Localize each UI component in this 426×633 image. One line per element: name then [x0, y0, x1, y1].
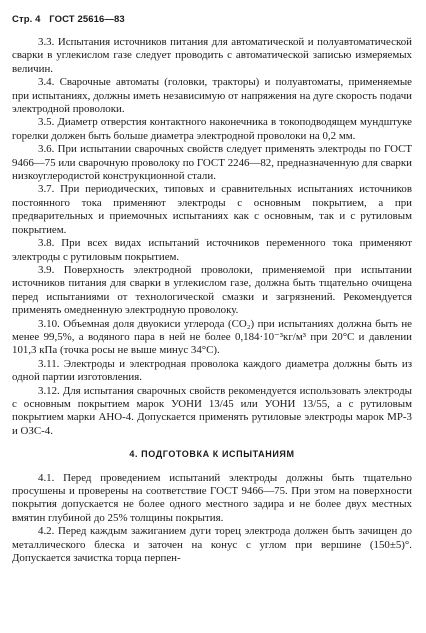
page-number: Стр. 4 — [12, 14, 41, 25]
paragraph-3-7: 3.7. При периодических, типовых и сравнительных испытаниях источников постоянного тока применяют электроды с основным покрытием, а при предварительных и приемочных испытаниях как с основным, так и с рутиловым покрытием. — [12, 183, 412, 236]
section-4-heading: 4. ПОДГОТОВКА К ИСПЫТАНИЯМ — [129, 449, 295, 460]
paragraph-4-1: 4.1. Перед проведением испытаний электроды должны быть тщательно просушены и проверены на соответствие ГОСТ 9466—75. При этом на поверхности покрытия допускается не более одного местного задира и не более двух местных вмятин глубиной до 25% толщины покрытия. — [12, 471, 412, 524]
paragraph-3-10: 3.10. Объемная доля двуокиси углерода (CO₂) при испытаниях должна быть не менее 99,5%, а водяного пара в ней не более 0,184·10⁻³кг/м³ при 20°C и давлении 101,3 кПа (точка росы не выше минус 34°C). — [12, 317, 412, 357]
paragraph-3-6: 3.6. При испытании сварочных свойств следует применять электроды по ГОСТ 9466—75 или сварочную проволоку по ГОСТ 2246—82, предназначенную для сварки низкоуглеродистой конструкционной стали. — [12, 143, 412, 183]
paragraph-3-4: 3.4. Сварочные автоматы (головки, тракторы) и полуавтоматы, применяемые при испытаниях, должны иметь независимую от напряжения на дуге скорость подачи электродной проволоки. — [12, 76, 412, 116]
page-header — [12, 14, 131, 25]
standard-code: ГОСТ 25616—83 — [49, 14, 125, 25]
paragraph-3-11: 3.11. Электроды и электродная проволока каждого диаметра должны быть из одной партии изготовления. — [12, 357, 412, 384]
document-body — [12, 36, 412, 565]
paragraph-3-8: 3.8. При всех видах испытаний источников переменного тока применяют электроды с рутиловым покрытием. — [12, 237, 412, 263]
paragraph-3-12: 3.12. Для испытания сварочных свойств рекомендуется использовать электроды с основным покрытием марок УОНИ 13/45 или УОНИ 13/55, а с рутиловым покрытием марки АНО-4. Допускается применять рутиловые электроды марок МР-3 и ОЗС-4. — [12, 384, 412, 437]
paragraph-3-5: 3.5. Диаметр отверстия контактного наконечника в токоподводящем мундштуке горелки должен быть больше диаметра электродной проволоки на 0,2 мм. — [12, 116, 412, 142]
paragraph-3-9: 3.9. Поверхность электродной проволоки, применяемой при испытании источников питания для сварки в углекислом газе, должна быть тщательно очищена перед испытаниями от технологической смазки и загрязнений. Рекомендуется применять омедненную электродную проволоку. — [12, 263, 412, 317]
paragraph-3-3: 3.3. Испытания источников питания для автоматической и полуавтоматической сварки в углекислом газе следует проводить с автоматической записью измеряемых величин. — [12, 36, 412, 75]
paragraph-4-2: 4.2. Перед каждым зажиганием дуги торец электрода должен быть зачищен до металлического блеска и заточен на конус с углом при вершине (150±5)°. Допускается зачистка торца перпен- — [12, 525, 412, 565]
